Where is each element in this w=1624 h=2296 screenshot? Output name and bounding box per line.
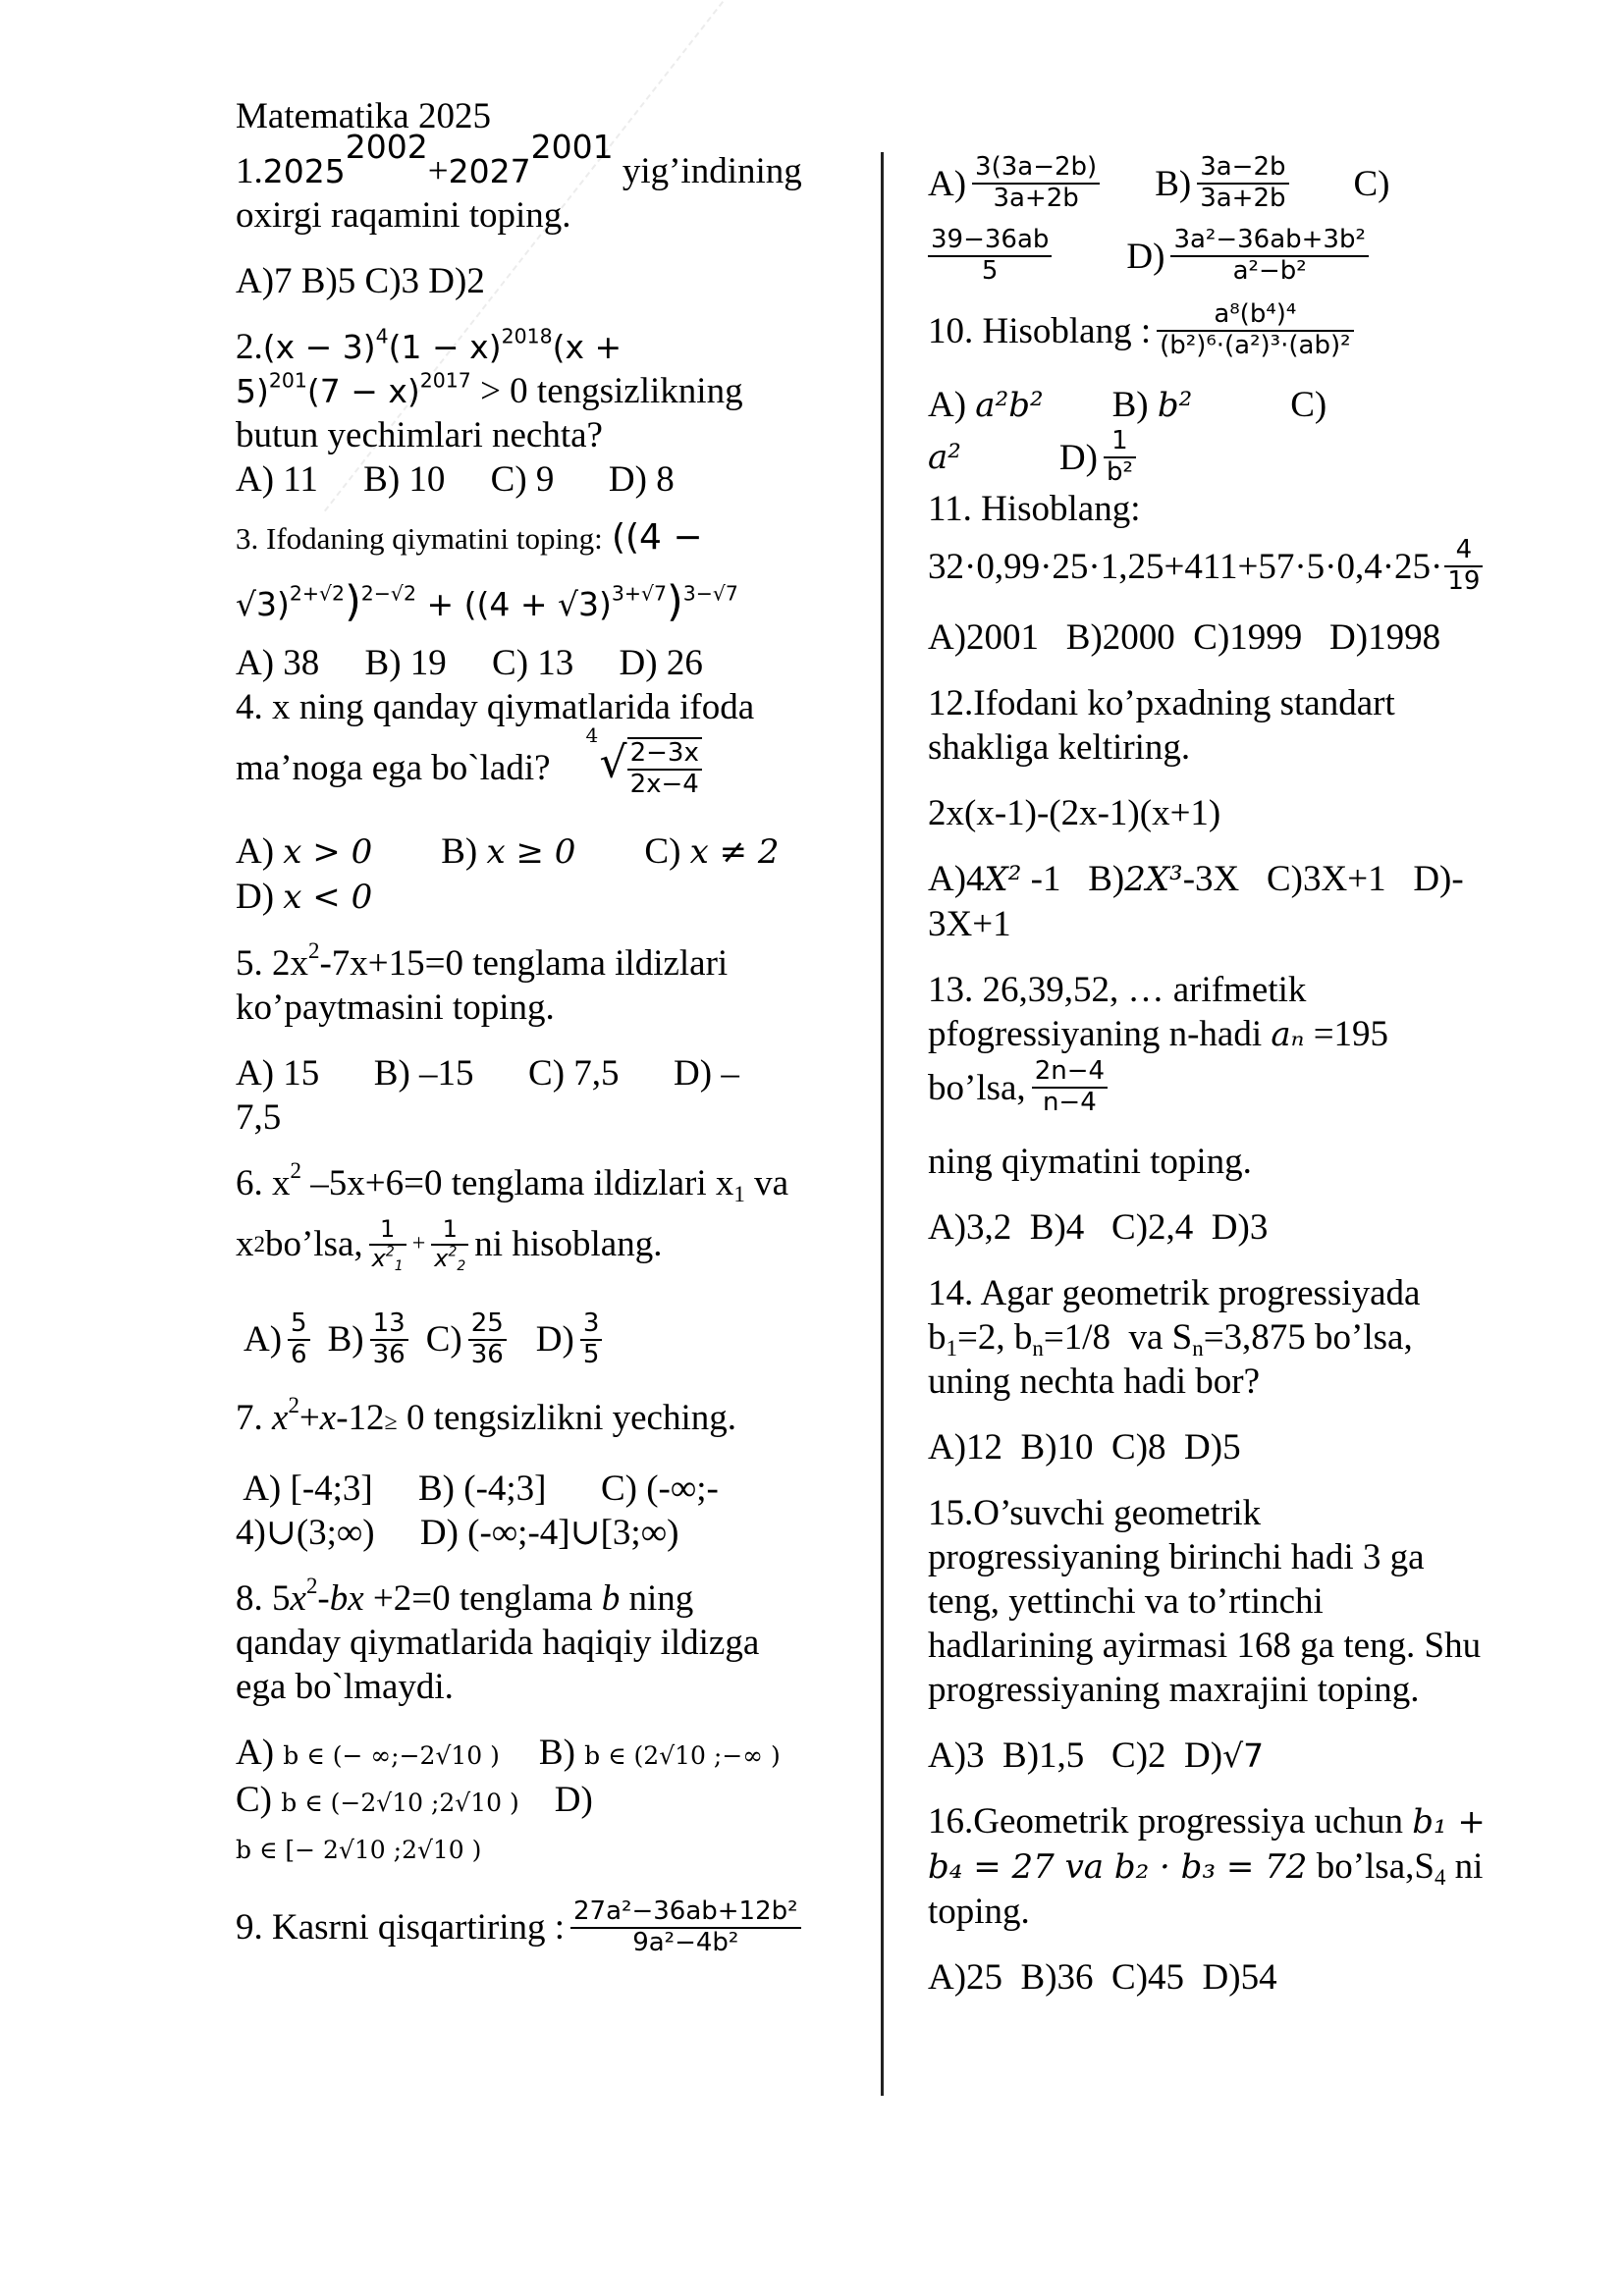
q16-l1a: 16.Geometrik progressiya uchun bbox=[928, 1801, 1413, 1842]
q1-text1: yig’indining bbox=[613, 150, 802, 191]
q9opts-Ad: 3a+2b bbox=[993, 184, 1079, 213]
q12-A2: -1 B) bbox=[1021, 859, 1125, 899]
q8-bx: bx bbox=[329, 1577, 364, 1619]
q6-l2c: ni hisoblang. bbox=[474, 1224, 663, 1265]
page-title: Matematika 2025 bbox=[236, 96, 491, 136]
q6-Bd: 36 bbox=[372, 1339, 406, 1369]
q14-s1: 1 bbox=[946, 1335, 957, 1361]
q9opts-Dn: 3a²−36ab+3b² bbox=[1170, 226, 1368, 257]
q12-line-end: 3X+1 bbox=[928, 904, 1011, 944]
q3-p2: ((4 + √3) bbox=[463, 584, 612, 623]
q12-B2: -3X C)3X+1 D)- bbox=[1182, 859, 1464, 899]
q10-A-m: a²b² bbox=[975, 386, 1044, 425]
q7-c: -12 bbox=[336, 1397, 385, 1438]
q3-options: A) 38 B) 19 C) 13 D) 26 bbox=[236, 642, 703, 683]
question-6: 6. $x^2$ –5x+6=0 tenglama ildizlari $x_1$ va x 2 bo’lsa, 1 $x^2_1$ + $\frac{1}{x^2_2}$ ni hisoblang. A) 5 6 B) 13 36 C) 25 36 D) 3 5 bbox=[236, 1157, 789, 1369]
q2-p4: (7 − x) bbox=[306, 371, 420, 410]
q12-line2: shakliga keltiring. bbox=[928, 727, 1191, 768]
q11-text: 11. Hisoblang: bbox=[928, 489, 1141, 529]
q4-optB: B) bbox=[441, 830, 487, 872]
q7-x2: x bbox=[319, 1397, 337, 1438]
q14-line1: 14. Agar geometrik progressiyada bbox=[928, 1273, 1421, 1313]
q8-C-m: b ∈ (−2√10 ;2√10 ) bbox=[281, 1788, 519, 1817]
q6-l2a: x bbox=[236, 1224, 254, 1265]
q9opts-A: A) bbox=[928, 163, 967, 204]
q8-line2: qanday qiymatlarida haqiqiy ildizga bbox=[236, 1622, 760, 1663]
q13-fd: n−4 bbox=[1042, 1088, 1097, 1117]
q6-f1n: 1 bbox=[369, 1216, 406, 1246]
q2-num: 2. bbox=[236, 326, 263, 367]
q9opts-Bd: 3a+2b bbox=[1200, 184, 1286, 213]
q10-Dd: b² bbox=[1106, 457, 1133, 487]
q15-line1: 15.O’suvchi geometrik bbox=[928, 1493, 1262, 1533]
q6-Dn: 3 bbox=[580, 1309, 603, 1341]
q8-line3: ega bo`lmaydi. bbox=[236, 1666, 454, 1707]
q2-p2: (1 − x) bbox=[388, 327, 502, 366]
q3-e1: 2+√2 bbox=[289, 581, 346, 606]
q7-sup: 2 bbox=[288, 1392, 299, 1417]
q8-D: D) bbox=[554, 1779, 593, 1820]
q14-l2b: =2, b bbox=[956, 1317, 1033, 1358]
q16-options: A)25 B)36 C)45 D)54 bbox=[928, 1957, 1277, 1998]
q9opts-C: C) bbox=[1353, 163, 1390, 204]
q10-text: 10. Hisoblang : bbox=[928, 310, 1152, 351]
q14-l2d: =3,875 bo’lsa, bbox=[1203, 1317, 1413, 1358]
q14-l2a: b bbox=[928, 1317, 947, 1358]
q6-Dd: 5 bbox=[582, 1339, 600, 1369]
q13-line1: 13. 26,39,52, … arifmetik bbox=[928, 970, 1307, 1010]
q11-fn: 4 bbox=[1444, 536, 1483, 567]
q16-l2m: b₄ = 27 va b₂ · b₃ = 72 bbox=[928, 1847, 1308, 1887]
q6-An: 5 bbox=[288, 1309, 310, 1341]
question-9-options bbox=[928, 147, 1537, 293]
q2-gt: > 0 tengsizlikning bbox=[470, 370, 743, 411]
q2-options: A) 11 B) 10 C) 9 D) 8 bbox=[236, 458, 675, 500]
q4-optB-m: x ≥ 0 bbox=[486, 831, 576, 872]
question-9 bbox=[236, 1894, 874, 1962]
q3-l2a: √3) bbox=[236, 584, 290, 623]
q3-e2b: 3−√7 bbox=[682, 581, 738, 606]
q6-Cd: 36 bbox=[470, 1339, 504, 1369]
q2-e3: 201 bbox=[268, 368, 307, 393]
q8-c: +2=0 tenglama bbox=[363, 1577, 602, 1619]
q6-A: A) bbox=[244, 1319, 283, 1361]
q12-line1: 12.Ifodani ko’pxadning standart bbox=[928, 683, 1395, 723]
q2-p3: (x + bbox=[552, 327, 623, 366]
q4-optC: C) bbox=[644, 830, 690, 872]
question-3: 3. Ifodaning qiymatini toping: ((4 − $√3)^{2+√2})^{2-√2} + ((4 + √3)^{3+√7})^{3-√7}$ A) 38 B) 19 C) 13 D) 26 bbox=[236, 515, 874, 685]
q1-text2: oxirgi raqamini toping. bbox=[236, 194, 571, 236]
q5-sup: 2 bbox=[308, 937, 320, 963]
q9-num: 27a²−36ab+12b² bbox=[570, 1897, 801, 1929]
question-8 bbox=[236, 1573, 874, 1872]
left-column bbox=[236, 128, 874, 1962]
question-10: 10. Hisoblang : $\frac{\text{a⁸(b⁴)⁴}}{\text{(b²)⁶·(a²)³·(ab)²}}$ A) a²b² B) b² C) a² D) 1 b² bbox=[928, 293, 1537, 487]
q6-C: C) bbox=[425, 1319, 462, 1361]
q8-x: x bbox=[290, 1577, 306, 1619]
question-11 bbox=[928, 487, 1537, 660]
q4-optC-m: x ≠ 2 bbox=[689, 831, 780, 872]
question-5 bbox=[236, 937, 874, 1140]
q4-optD-m: x < 0 bbox=[283, 877, 373, 917]
q5-line2: ko’paytmasini toping. bbox=[236, 987, 555, 1028]
q4-den: 2x−4 bbox=[629, 769, 699, 799]
q8-bb: b bbox=[601, 1577, 621, 1619]
question-2 bbox=[236, 325, 874, 502]
q10-A: A) bbox=[928, 385, 976, 425]
question-15 bbox=[928, 1491, 1537, 1778]
q10-Dn: 1 bbox=[1104, 427, 1136, 458]
q16-l2b: bo’lsa,S bbox=[1307, 1846, 1435, 1887]
q10-C-m: a² bbox=[928, 437, 961, 477]
q2-line1: (x − 3) bbox=[262, 327, 376, 366]
q15-opt-root: √7 bbox=[1222, 1736, 1265, 1775]
q7-d: 0 tengsizlikni yeching. bbox=[397, 1397, 736, 1438]
question-12 bbox=[928, 681, 1537, 946]
q7-a: 7. bbox=[236, 1397, 272, 1438]
q12-A: A)4 bbox=[928, 859, 985, 899]
q10-B-m: b² bbox=[1157, 386, 1193, 425]
q4-num: 2−3x bbox=[627, 739, 702, 771]
q2-line3: butun yechimlari nechta? bbox=[236, 414, 603, 455]
q13-line4: ning qiymatini toping. bbox=[928, 1142, 1252, 1182]
q10-den: (b²)⁶·(a²)³·(ab)² bbox=[1160, 331, 1351, 360]
q3-e1b: 2−√2 bbox=[360, 581, 416, 606]
q11-expr: 32·0,99·25·1,25+411+57·5·0,4·25· bbox=[928, 546, 1443, 587]
q14-s3: n bbox=[1192, 1335, 1204, 1361]
q9opts-Bn: 3a−2b bbox=[1197, 153, 1288, 185]
question-1 bbox=[236, 128, 874, 303]
q3-open: ((4 − bbox=[611, 516, 703, 558]
q8-a: 8. 5 bbox=[236, 1577, 291, 1619]
q9opts-Cn: 39−36ab bbox=[928, 226, 1052, 257]
root-expression: 4 √ $\frac{2-3x}{2x-4}$ bbox=[600, 737, 708, 800]
q6-f2n: 1 bbox=[431, 1216, 468, 1246]
q6-f2d: x bbox=[434, 1244, 449, 1272]
q10-C: C) bbox=[1290, 385, 1327, 425]
q12-B-m: 2X³ bbox=[1124, 860, 1183, 899]
q15-line5: progressiyaning maxrajini toping. bbox=[928, 1670, 1420, 1710]
q4-line1: 4. x ning qanday qiymatlarida ifoda bbox=[236, 686, 755, 727]
q9opts-An: 3(3a−2b) bbox=[972, 153, 1100, 185]
q5-options2: 7,5 bbox=[236, 1096, 282, 1138]
q14-options: A)12 B)10 C)8 D)5 bbox=[928, 1427, 1241, 1468]
question-14 bbox=[928, 1271, 1537, 1469]
q9opts-D: D) bbox=[1126, 236, 1165, 277]
q12-expr: 2x(x-1)-(2x-1)(x+1) bbox=[928, 793, 1221, 833]
right-column bbox=[928, 147, 1537, 2000]
q10-D: D) bbox=[1058, 437, 1098, 478]
column-divider bbox=[881, 152, 884, 2096]
question-4 bbox=[236, 685, 874, 920]
q16-line3: toping. bbox=[928, 1892, 1030, 1932]
q6-Ad: 6 bbox=[291, 1339, 307, 1369]
q2-line2a: 5) bbox=[236, 371, 269, 410]
q2-e4: 2017 bbox=[419, 368, 471, 393]
q7-x: x bbox=[272, 1397, 289, 1438]
q16-l1m: b₁ + bbox=[1412, 1802, 1486, 1842]
q15-line4: hadlarining ayirmasi 168 ga teng. Shu bbox=[928, 1626, 1482, 1666]
q8-A-m: b ∈ (− ∞;−2√10 ) bbox=[283, 1740, 500, 1770]
q13-line2b: =195 bbox=[1304, 1014, 1389, 1054]
q9opts-Cd: 5 bbox=[981, 256, 999, 286]
q9-text: 9. Kasrni qisqartiring : bbox=[236, 1907, 566, 1949]
q15-line2: progressiyaning birinchi hadi 3 ga bbox=[928, 1537, 1425, 1577]
q11-options: A)2001 B)2000 C)1999 D)1998 bbox=[928, 617, 1441, 658]
q16-l2c: ni bbox=[1445, 1846, 1484, 1887]
q3-plus: + bbox=[426, 584, 455, 623]
q8-D-m: b ∈ [− 2√10 ;2√10 ) bbox=[236, 1835, 482, 1864]
q8-d: ning bbox=[620, 1577, 694, 1619]
q15-options: A)3 B)1,5 C)2 D) bbox=[928, 1735, 1223, 1776]
q15-line3: teng, yettinchi va to’rtinchi bbox=[928, 1581, 1324, 1622]
q5-options1: A) 15 B) –15 C) 7,5 D) – bbox=[236, 1052, 739, 1094]
q14-line3: uning nechta hadi bor? bbox=[928, 1362, 1261, 1402]
q6-D: D) bbox=[535, 1319, 574, 1361]
q1-expr-b: 2027 bbox=[448, 151, 531, 190]
q9opts-B: B) bbox=[1155, 163, 1192, 204]
q6-Cn: 25 bbox=[468, 1309, 507, 1341]
q7-b: + bbox=[298, 1397, 320, 1438]
question-13 bbox=[928, 968, 1537, 1250]
q1-options: A)7 B)5 C)3 D)2 bbox=[236, 260, 485, 301]
q6-l1a: 6. x bbox=[236, 1162, 291, 1203]
q12-A-m: X² bbox=[984, 860, 1022, 899]
q6-sup: 2 bbox=[290, 1157, 301, 1183]
q14-l2c: =1/8 va S bbox=[1043, 1317, 1193, 1358]
q3-e2: 3+√7 bbox=[611, 581, 668, 606]
q13-line2a: pfogressiyaning n-hadi bbox=[928, 1014, 1272, 1054]
question-7 bbox=[236, 1392, 874, 1555]
q1-exp-b: 2001 bbox=[530, 128, 614, 166]
q13-an: aₙ bbox=[1271, 1015, 1305, 1054]
q7-opt2: 4)∪(3;∞) D) (-∞;-4]∪[3;∞) bbox=[236, 1512, 679, 1553]
q7-ge: ≥ bbox=[384, 1409, 398, 1435]
q13-line3: bo’lsa, bbox=[928, 1067, 1026, 1108]
q8-B-m: b ∈ (2√10 ;−∞ ) bbox=[584, 1740, 781, 1770]
q13-options: A)3,2 B)4 C)2,4 D)3 bbox=[928, 1207, 1269, 1248]
q5-line1a: 5. 2x bbox=[236, 942, 308, 984]
q1-num: 1. bbox=[236, 150, 263, 191]
q7-opt1: A) [-4;3] B) (-4;3] C) (-∞;- bbox=[236, 1468, 719, 1509]
q6-f1d: x bbox=[371, 1244, 386, 1272]
q8-B: B) bbox=[538, 1732, 585, 1773]
q1-exp-a: 2002 bbox=[345, 128, 428, 166]
q16-s4: 4 bbox=[1434, 1864, 1446, 1890]
q4-line2: ma’noga ega bo`ladi? bbox=[236, 748, 551, 789]
q11-fd: 19 bbox=[1447, 566, 1481, 596]
q4-optA-m: x > 0 bbox=[283, 831, 373, 872]
q6-B: B) bbox=[327, 1319, 364, 1361]
q4-optD: D) bbox=[236, 876, 284, 917]
q6-l1c: va bbox=[744, 1162, 789, 1203]
q6-l1b: –5x+6=0 tenglama ildizlari x bbox=[300, 1162, 734, 1203]
q3-text: 3. Ifodaning qiymatini toping: bbox=[236, 520, 603, 556]
q8-b: - bbox=[317, 1577, 330, 1619]
q6-s1: 1 bbox=[733, 1181, 745, 1206]
q14-s2: n bbox=[1032, 1335, 1044, 1361]
q4-optA: A) bbox=[236, 830, 284, 872]
q2-e2: 2018 bbox=[501, 324, 553, 348]
q6-l2b: bo’lsa, bbox=[264, 1224, 363, 1265]
q6-Bn: 13 bbox=[370, 1309, 408, 1341]
q1-expr-a: 2025 bbox=[262, 151, 346, 190]
q13-fn: 2n−4 bbox=[1032, 1057, 1108, 1089]
q9-den: 9a²−4b² bbox=[632, 1927, 739, 1957]
q8-A: A) bbox=[236, 1732, 284, 1773]
question-16 bbox=[928, 1799, 1537, 2000]
q8-sup: 2 bbox=[305, 1573, 318, 1598]
q10-num: a⁸(b⁴)⁴ bbox=[1157, 300, 1353, 332]
q8-C: C) bbox=[236, 1779, 282, 1820]
q9opts-Dd: a²−b² bbox=[1232, 256, 1307, 286]
q5-line1b: -7x+15=0 tenglama ildizlari bbox=[319, 942, 729, 984]
q1-plus: + bbox=[427, 150, 449, 191]
q2-e1: 4 bbox=[375, 324, 389, 348]
